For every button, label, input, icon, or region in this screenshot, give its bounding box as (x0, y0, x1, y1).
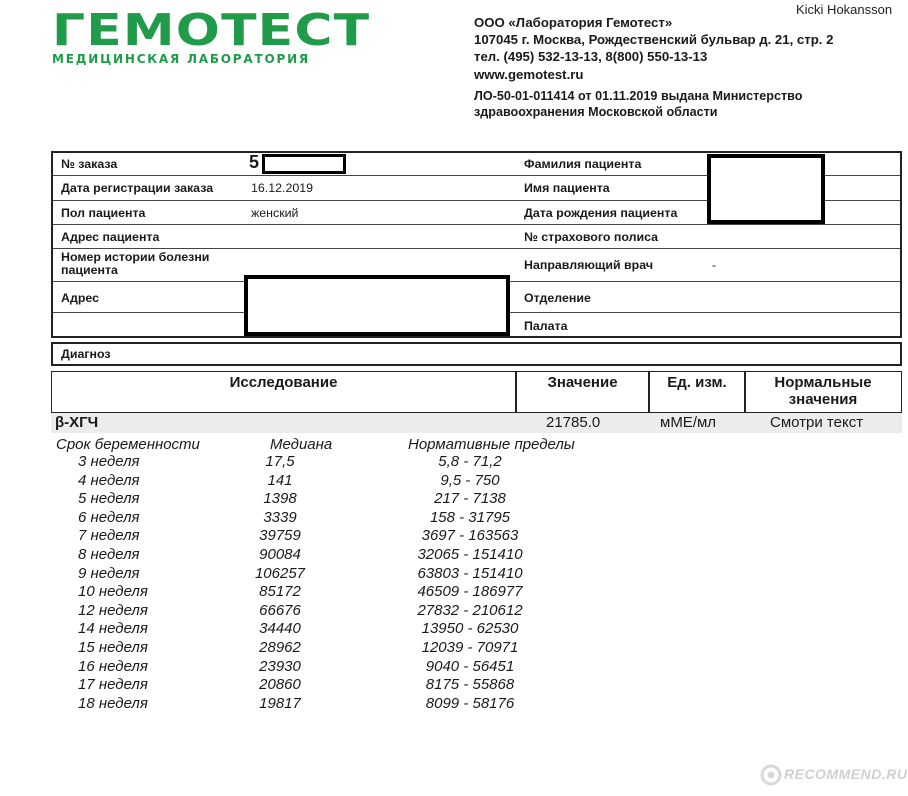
company-info (474, 14, 833, 83)
reference-median: 66676 (259, 601, 301, 619)
reference-row (0, 527, 600, 546)
reference-term: 4 неделя (78, 471, 140, 489)
column-test: Исследование (229, 374, 338, 391)
logo-subtitle: МЕДИЦИНСКАЯ ЛАБОРАТОРИЯ (52, 52, 310, 66)
ward-label: Палата (524, 319, 568, 333)
user-name: Kicki Hokansson (796, 2, 893, 17)
watermark-icon (760, 764, 782, 786)
reference-term: 14 неделя (78, 620, 148, 638)
reference-range: 158 - 31795 (429, 508, 511, 526)
reference-range: 46509 - 186977 (417, 583, 523, 601)
reference-row (0, 639, 600, 658)
reference-term: 6 неделя (78, 508, 140, 526)
company-address: 107045 г. Москва, Рождественский бульвар д. 21, стр. 2 (474, 32, 834, 48)
order-number-value: 5 (249, 152, 260, 172)
reference-row (0, 509, 600, 528)
reference-row (0, 658, 600, 677)
reference-term: 18 неделя (78, 694, 148, 712)
test-value: 21785.0 (546, 414, 601, 431)
redacted-patient-name (707, 154, 825, 224)
reference-row (0, 695, 600, 714)
reference-range: 9040 - 56451 (425, 657, 515, 675)
reference-range: 12039 - 70971 (421, 638, 519, 656)
reference-median: 85172 (259, 583, 301, 601)
registration-date-value: 16.12.2019 (251, 181, 314, 195)
order-number-label: № заказа (61, 157, 118, 171)
birth-date-label: Дата рождения пациента (524, 206, 678, 220)
reference-term: 16 неделя (78, 657, 148, 675)
reference-median: 34440 (259, 620, 301, 638)
reference-row (0, 676, 600, 695)
reference-range: 32065 - 151410 (417, 545, 523, 563)
reference-median: 3339 (263, 508, 297, 526)
watermark (760, 764, 908, 786)
reference-row (0, 602, 600, 621)
patient-sex-label: Пол пациента (61, 206, 146, 220)
referring-doctor-label: Направляющий врач (524, 258, 654, 272)
medical-history-label: Номер истории болезни пациента (61, 250, 210, 277)
reference-term: 15 неделя (78, 638, 148, 656)
column-norm: Нормальные значения (774, 374, 872, 408)
reference-median: 19817 (259, 694, 301, 712)
reference-range: 27832 - 210612 (417, 601, 523, 619)
row-divider (53, 224, 900, 225)
row-divider (53, 248, 900, 249)
reference-median: 141 (267, 471, 293, 489)
reference-header-limits: Нормативные пределы (408, 436, 575, 453)
reference-range: 13950 - 62530 (421, 620, 519, 638)
company-name: ООО «Лаборатория Гемотест» (474, 15, 673, 30)
diagnosis-label: Диагноз (61, 347, 111, 361)
reference-median: 17,5 (265, 453, 295, 470)
reference-median: 106257 (254, 564, 306, 582)
patient-info-box (51, 151, 902, 338)
reference-row (0, 472, 600, 491)
reference-row (0, 490, 600, 509)
reference-range: 3697 - 163563 (421, 527, 519, 545)
reference-term: 7 неделя (78, 527, 140, 545)
redacted-order-number (262, 154, 346, 174)
diagnosis-box (51, 342, 902, 366)
reference-term: 5 неделя (78, 490, 140, 508)
license-info (474, 88, 802, 120)
reference-row (0, 583, 600, 602)
redacted-address (244, 275, 510, 336)
reference-range: 8099 - 58176 (425, 694, 515, 712)
patient-surname-label: Фамилия пациента (524, 157, 642, 171)
test-norm: Смотри текст (770, 414, 864, 431)
address-label: Адрес (61, 291, 100, 305)
reference-header-term: Срок беременности (56, 436, 200, 453)
reference-median: 23930 (259, 657, 301, 675)
reference-median: 90084 (259, 545, 301, 563)
reference-range: 63803 - 151410 (417, 564, 523, 582)
reference-median: 1398 (263, 490, 297, 508)
reference-range: 217 - 7138 (434, 490, 506, 508)
reference-term: 10 неделя (78, 583, 148, 601)
reference-median: 20860 (259, 676, 301, 694)
reference-row (0, 453, 600, 472)
reference-term: 17 неделя (78, 676, 148, 694)
column-value: Значение (547, 374, 618, 391)
reference-term: 8 неделя (78, 545, 140, 563)
reference-median: 28962 (259, 638, 301, 656)
department-label: Отделение (524, 291, 591, 305)
patient-sex-value: женский (251, 206, 299, 220)
insurance-policy-label: № страхового полиса (524, 230, 659, 244)
reference-row (0, 546, 600, 565)
logo-title: ГЕМОТЕСТ (52, 5, 371, 56)
patient-name-label: Имя пациента (524, 181, 610, 195)
reference-range: 8175 - 55868 (425, 676, 515, 694)
reference-term: 3 неделя (78, 453, 140, 470)
test-result-row (51, 413, 902, 433)
license-line-1: ЛО-50-01-011414 от 01.11.2019 выдана Министерство (474, 89, 803, 103)
registration-date-label: Дата регистрации заказа (61, 181, 214, 195)
referring-doctor-value: - (712, 258, 717, 272)
reference-term: 12 неделя (78, 601, 148, 619)
test-name: β-ХГЧ (55, 414, 99, 431)
license-line-2: здравоохранения Московской области (474, 105, 718, 119)
reference-row (0, 565, 600, 584)
reference-range: 5,8 - 71,2 (438, 453, 502, 470)
reference-term: 9 неделя (78, 564, 140, 582)
reference-row (0, 620, 600, 639)
reference-median: 39759 (259, 527, 301, 545)
reference-header-median: Медиана (270, 436, 333, 453)
company-phone: тел. (495) 532-13-13, 8(800) 550-13-13 (474, 49, 708, 65)
reference-table (0, 453, 600, 713)
results-table-header (51, 371, 902, 413)
reference-range: 9,5 - 750 (440, 471, 500, 489)
column-unit: Ед. изм. (667, 374, 727, 391)
watermark-text: RECOMMEND.RU (784, 766, 908, 782)
company-website: www.gemotest.ru (474, 66, 584, 82)
patient-address-label: Адрес пациента (61, 230, 160, 244)
test-unit: мМЕ/мл (660, 414, 717, 431)
